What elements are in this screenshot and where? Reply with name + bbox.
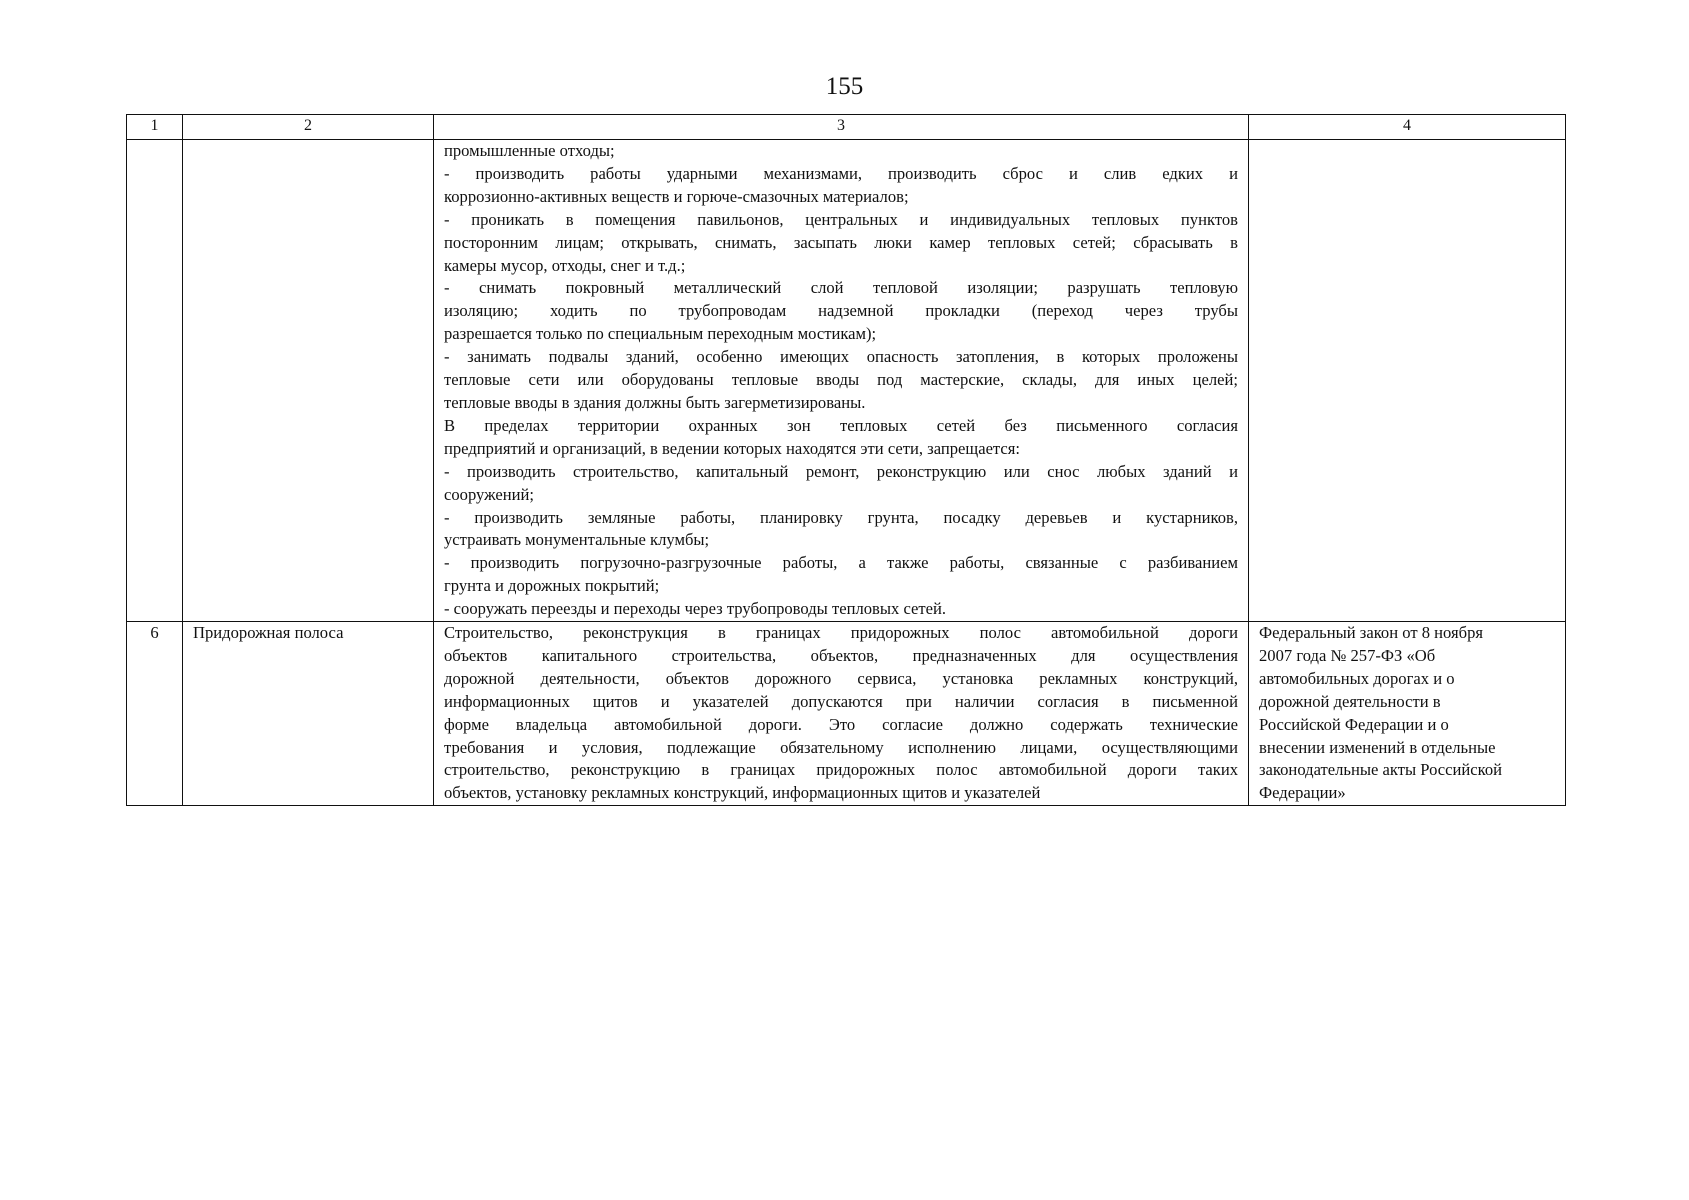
text-line: - производить погрузочно-разгрузочные работы, а также работы, связанные с разбиванием <box>444 553 1238 573</box>
text-line: устраивать монументальные клумбы; <box>444 530 710 550</box>
row-number-cell <box>127 140 183 622</box>
text-line: Строительство, реконструкция в границах придорожных полос автомобильной дороги <box>444 623 1238 643</box>
restrictions-text <box>444 622 1238 805</box>
header-cell-4: 4 <box>1249 115 1566 140</box>
law-cell <box>1249 140 1566 622</box>
text-line: строительство, реконструкцию в границах придорожных полос автомобильной дороги таких <box>444 760 1238 780</box>
text-line: - проникать в помещения павильонов, центральных и индивидуальных тепловых пунктов <box>444 209 1238 229</box>
text-line: сооружений; <box>444 484 534 504</box>
law-text-line: Российской Федерации и о <box>1259 714 1449 734</box>
table-header-row <box>127 115 1566 140</box>
law-text-line: законодательные акты Российской <box>1259 760 1503 780</box>
law-text-line: Федерации» <box>1259 783 1346 803</box>
text-line: требования и условия, подлежащие обязательному исполнению лицами, осуществляющими <box>444 737 1238 757</box>
text-line: - снимать покровный металлический слой тепловой изоляции; разрушать тепловую <box>444 278 1238 298</box>
law-text-line: 2007 года № 257-ФЗ «Об <box>1259 645 1436 665</box>
text-line: информационных щитов и указателей допускаются при наличии согласия в письменной <box>444 691 1238 711</box>
page-number: 155 <box>825 73 864 100</box>
text-line: разрешается только по специальным переходным мостикам); <box>444 324 877 344</box>
text-line: форме владельца автомобильной дороги. Это согласие должно содержать технические <box>444 714 1238 734</box>
document-table <box>126 114 1566 806</box>
header-cell-1: 1 <box>127 115 183 140</box>
text-line: - производить земляные работы, планировку грунта, посадку деревьев и кустарников, <box>444 507 1238 527</box>
text-line: коррозионно-активных веществ и горюче-смазочных материалов; <box>444 186 909 206</box>
law-text-line: дорожной деятельности в <box>1259 691 1441 711</box>
restrictions-cell <box>434 622 1249 806</box>
text-line: промышленные отходы; <box>444 141 615 160</box>
table-row-continuation <box>127 140 1566 622</box>
restrictions-cell <box>434 140 1249 622</box>
law-cell <box>1249 622 1566 806</box>
text-line: - занимать подвалы зданий, особенно имеющих опасность затопления, в которых проложены <box>444 347 1238 367</box>
text-line: В пределах территории охранных зон тепловых сетей без письменного согласия <box>444 415 1238 435</box>
zone-name-cell <box>183 140 434 622</box>
text-line: объектов, установку рекламных конструкций, информационных щитов и указателей <box>444 783 1041 803</box>
table-row-6 <box>127 622 1566 806</box>
text-line: предприятий и организаций, в ведении которых находятся эти сети, запрещается: <box>444 438 1020 458</box>
text-line: - сооружать переезды и переходы через трубопроводы тепловых сетей. <box>444 599 947 619</box>
text-line: посторонним лицам; открывать, снимать, засыпать люки камер тепловых сетей; сбрасывать в <box>444 232 1238 252</box>
text-line: дорожной деятельности, объектов дорожного сервиса, установка рекламных конструкций, <box>444 668 1238 688</box>
law-reference-text <box>1259 622 1555 805</box>
restrictions-text <box>444 140 1238 621</box>
header-cell-2: 2 <box>183 115 434 140</box>
text-line: изоляцию; ходить по трубопроводам надземной прокладки (переход через трубы <box>444 301 1238 321</box>
law-text-line: автомобильных дорогах и о <box>1259 668 1455 688</box>
text-line: - производить работы ударными механизмами, производить сброс и слив едких и <box>444 163 1238 183</box>
text-line: камеры мусор, отходы, снег и т.д.; <box>444 255 686 275</box>
law-text-line: внесении изменений в отдельные <box>1259 737 1496 757</box>
text-line: объектов капитального строительства, объектов, предназначенных для осуществления <box>444 645 1238 665</box>
law-text-line: Федеральный закон от 8 ноября <box>1259 623 1484 643</box>
header-cell-3: 3 <box>434 115 1249 140</box>
text-line: - производить строительство, капитальный ремонт, реконструкцию или снос любых зданий и <box>444 461 1238 481</box>
text-line: тепловые сети или оборудованы тепловые вводы под мастерские, склады, для иных целей; <box>444 370 1238 390</box>
zone-name-cell: Придорожная полоса <box>183 622 434 806</box>
text-line: тепловые вводы в здания должны быть загерметизированы. <box>444 392 866 412</box>
text-line: грунта и дорожных покрытий; <box>444 576 660 596</box>
row-number-cell: 6 <box>127 622 183 806</box>
